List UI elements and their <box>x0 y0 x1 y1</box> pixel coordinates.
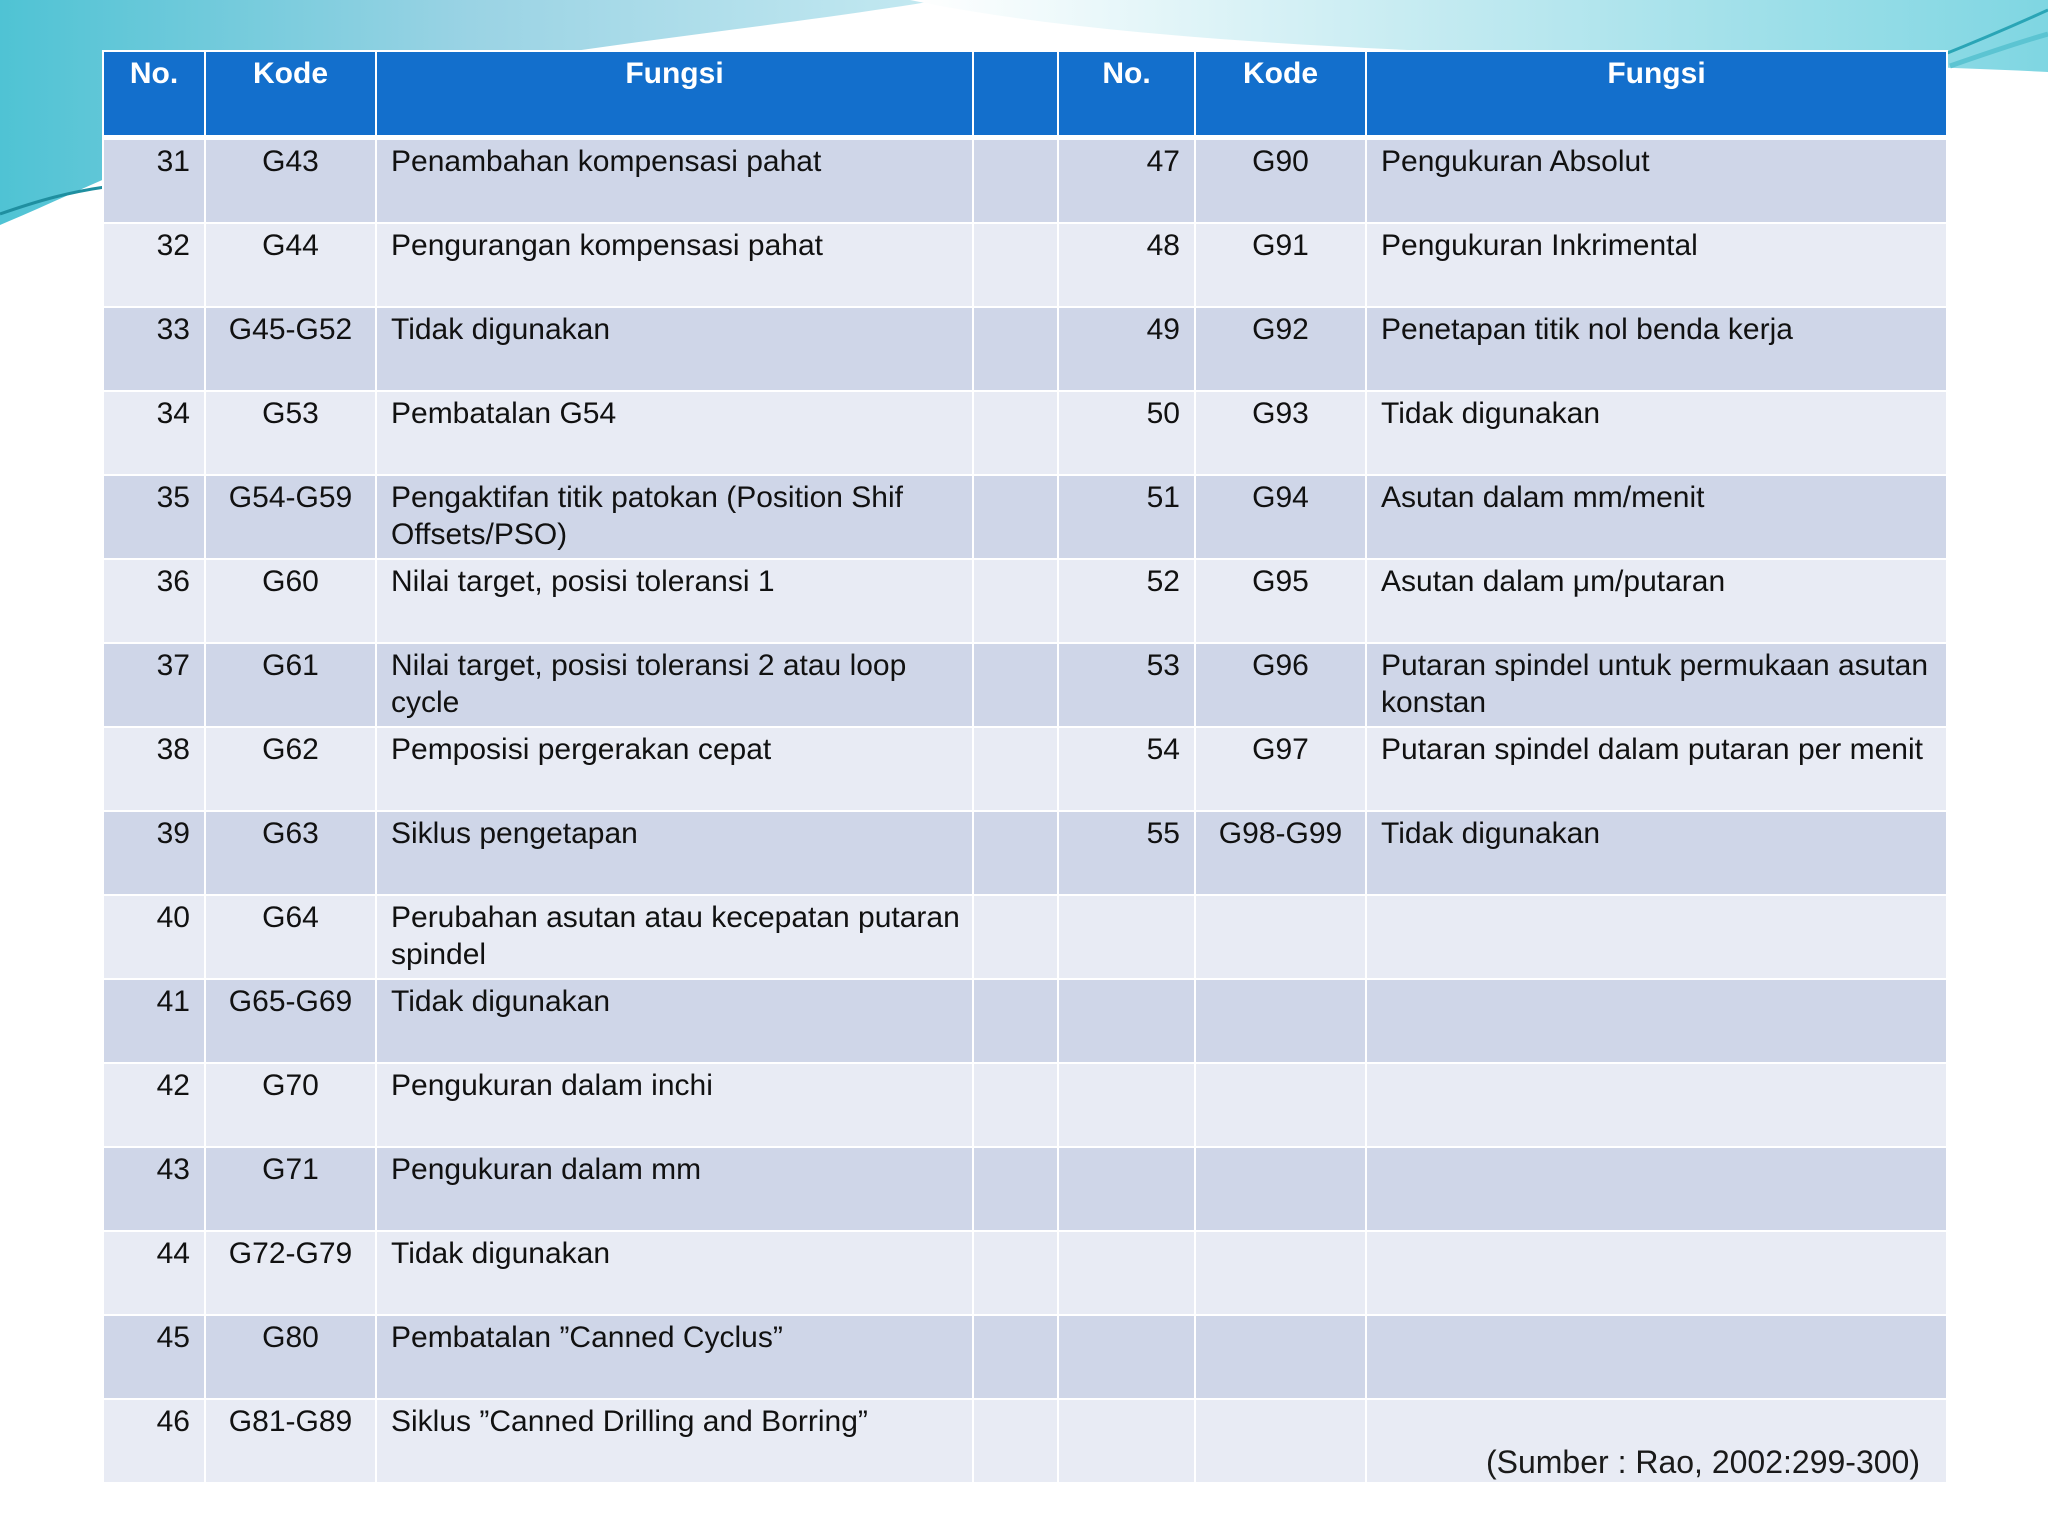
row-spacer <box>973 1399 1058 1483</box>
row-fungsi: Pengaktifan titik patokan (Position Shif Offsets/PSO) <box>376 475 973 559</box>
row-fungsi: Penambahan kompensasi pahat <box>376 138 973 224</box>
table-row <box>103 1063 1947 1147</box>
row-fungsi-right <box>1366 1315 1947 1399</box>
row-spacer <box>973 979 1058 1063</box>
row-kode-right: G94 <box>1195 475 1366 559</box>
row-kode-right: G98-G99 <box>1195 811 1366 895</box>
row-fungsi-right: Tidak digunakan <box>1366 391 1947 475</box>
row-fungsi: Tidak digunakan <box>376 307 973 391</box>
table-row <box>103 895 1947 979</box>
row-no-right: 51 <box>1058 475 1195 559</box>
row-kode: G60 <box>205 559 376 643</box>
row-kode: G45-G52 <box>205 307 376 391</box>
row-no-right: 48 <box>1058 223 1195 307</box>
row-fungsi-right: Pengukuran Inkrimental <box>1366 223 1947 307</box>
table-row <box>103 138 1947 224</box>
row-fungsi-right: Putaran spindel dalam putaran per menit <box>1366 727 1947 811</box>
row-fungsi-right <box>1366 895 1947 979</box>
row-no-right <box>1058 1399 1195 1483</box>
row-kode: G53 <box>205 391 376 475</box>
row-fungsi: Pembatalan ”Canned Cyclus” <box>376 1315 973 1399</box>
row-kode: G72-G79 <box>205 1231 376 1315</box>
row-no: 38 <box>103 727 205 811</box>
row-spacer <box>973 559 1058 643</box>
table-row <box>103 643 1947 727</box>
row-no-right: 52 <box>1058 559 1195 643</box>
row-fungsi-right <box>1366 1063 1947 1147</box>
row-spacer <box>973 1231 1058 1315</box>
row-no: 33 <box>103 307 205 391</box>
row-no: 43 <box>103 1147 205 1231</box>
row-spacer <box>973 727 1058 811</box>
row-spacer <box>973 1147 1058 1231</box>
row-kode: G44 <box>205 223 376 307</box>
row-fungsi-right <box>1366 979 1947 1063</box>
row-fungsi: Pengurangan kompensasi pahat <box>376 223 973 307</box>
row-kode: G81-G89 <box>205 1399 376 1483</box>
row-kode: G62 <box>205 727 376 811</box>
row-fungsi: Siklus ”Canned Drilling and Borring” <box>376 1399 973 1483</box>
row-spacer <box>973 223 1058 307</box>
row-kode: G54-G59 <box>205 475 376 559</box>
row-kode-right: G91 <box>1195 223 1366 307</box>
row-spacer <box>973 391 1058 475</box>
row-spacer <box>973 138 1058 224</box>
gcode-table-container <box>102 50 1946 1484</box>
row-no-right: 47 <box>1058 138 1195 224</box>
row-no-right: 55 <box>1058 811 1195 895</box>
row-no: 31 <box>103 138 205 224</box>
row-no-right: 50 <box>1058 391 1195 475</box>
row-no: 39 <box>103 811 205 895</box>
header-kode: Kode <box>205 51 376 138</box>
row-fungsi-right: Asutan dalam mm/menit <box>1366 475 1947 559</box>
row-kode-right: G95 <box>1195 559 1366 643</box>
row-fungsi: Pembatalan G54 <box>376 391 973 475</box>
row-kode: G65-G69 <box>205 979 376 1063</box>
row-kode-right: G96 <box>1195 643 1366 727</box>
row-spacer <box>973 811 1058 895</box>
row-no: 32 <box>103 223 205 307</box>
header-spacer <box>973 51 1058 138</box>
row-kode: G70 <box>205 1063 376 1147</box>
row-no: 36 <box>103 559 205 643</box>
row-spacer <box>973 895 1058 979</box>
table-row <box>103 391 1947 475</box>
header-no-right: No. <box>1058 51 1195 138</box>
row-fungsi-right: Tidak digunakan <box>1366 811 1947 895</box>
row-kode-right <box>1195 1231 1366 1315</box>
row-kode-right <box>1195 1147 1366 1231</box>
row-fungsi-right: Pengukuran Absolut <box>1366 138 1947 224</box>
row-fungsi: Tidak digunakan <box>376 979 973 1063</box>
row-fungsi-right: Penetapan titik nol benda kerja <box>1366 307 1947 391</box>
row-no-right: 54 <box>1058 727 1195 811</box>
row-kode-right <box>1195 979 1366 1063</box>
row-no: 40 <box>103 895 205 979</box>
row-no: 44 <box>103 1231 205 1315</box>
row-fungsi: Tidak digunakan <box>376 1231 973 1315</box>
row-kode-right <box>1195 1063 1366 1147</box>
row-no-right <box>1058 1147 1195 1231</box>
row-fungsi-right <box>1366 1147 1947 1231</box>
row-spacer <box>973 1315 1058 1399</box>
table-row <box>103 727 1947 811</box>
table-row <box>103 811 1947 895</box>
row-no-right <box>1058 979 1195 1063</box>
row-spacer <box>973 307 1058 391</box>
table-header-row <box>103 51 1947 138</box>
row-kode-right <box>1195 895 1366 979</box>
header-kode-right: Kode <box>1195 51 1366 138</box>
row-no-right: 53 <box>1058 643 1195 727</box>
row-spacer <box>973 643 1058 727</box>
row-fungsi: Pengukuran dalam inchi <box>376 1063 973 1147</box>
row-no: 37 <box>103 643 205 727</box>
row-kode-right: G97 <box>1195 727 1366 811</box>
table-row <box>103 1399 1947 1483</box>
row-no: 41 <box>103 979 205 1063</box>
row-fungsi: Pengukuran dalam mm <box>376 1147 973 1231</box>
table-row <box>103 1147 1947 1231</box>
gcode-table <box>102 50 1948 1484</box>
row-kode: G71 <box>205 1147 376 1231</box>
row-no: 35 <box>103 475 205 559</box>
row-no-right <box>1058 1231 1195 1315</box>
row-kode-right: G92 <box>1195 307 1366 391</box>
row-fungsi-right: Putaran spindel untuk permukaan asutan konstan <box>1366 643 1947 727</box>
row-no-right <box>1058 1063 1195 1147</box>
row-fungsi: Nilai target, posisi toleransi 2 atau loop cycle <box>376 643 973 727</box>
row-spacer <box>973 1063 1058 1147</box>
source-citation: (Sumber : Rao, 2002:299-300) <box>1485 1444 1920 1480</box>
row-fungsi: Pemposisi pergerakan cepat <box>376 727 973 811</box>
table-row <box>103 979 1947 1063</box>
row-fungsi-right-with-source <box>1366 1399 1947 1483</box>
table-row <box>103 307 1947 391</box>
row-spacer <box>973 475 1058 559</box>
table-row <box>103 223 1947 307</box>
row-fungsi-right <box>1366 1231 1947 1315</box>
row-kode: G80 <box>205 1315 376 1399</box>
table-row <box>103 1315 1947 1399</box>
table-row <box>103 475 1947 559</box>
row-no-right <box>1058 1315 1195 1399</box>
row-fungsi-right: Asutan dalam μm/putaran <box>1366 559 1947 643</box>
row-fungsi: Siklus pengetapan <box>376 811 973 895</box>
row-kode: G64 <box>205 895 376 979</box>
header-fungsi-right: Fungsi <box>1366 51 1947 138</box>
row-kode-right: G90 <box>1195 138 1366 224</box>
row-kode: G43 <box>205 138 376 224</box>
row-no: 46 <box>103 1399 205 1483</box>
row-no-right <box>1058 895 1195 979</box>
row-fungsi: Perubahan asutan atau kecepatan putaran spindel <box>376 895 973 979</box>
row-kode-right <box>1195 1315 1366 1399</box>
table-row <box>103 559 1947 643</box>
row-fungsi: Nilai target, posisi toleransi 1 <box>376 559 973 643</box>
row-no-right: 49 <box>1058 307 1195 391</box>
row-no: 42 <box>103 1063 205 1147</box>
row-no: 45 <box>103 1315 205 1399</box>
row-no: 34 <box>103 391 205 475</box>
row-kode-right <box>1195 1399 1366 1483</box>
row-kode: G63 <box>205 811 376 895</box>
row-kode-right: G93 <box>1195 391 1366 475</box>
table-row <box>103 1231 1947 1315</box>
row-kode: G61 <box>205 643 376 727</box>
header-no: No. <box>103 51 205 138</box>
header-fungsi: Fungsi <box>376 51 973 138</box>
